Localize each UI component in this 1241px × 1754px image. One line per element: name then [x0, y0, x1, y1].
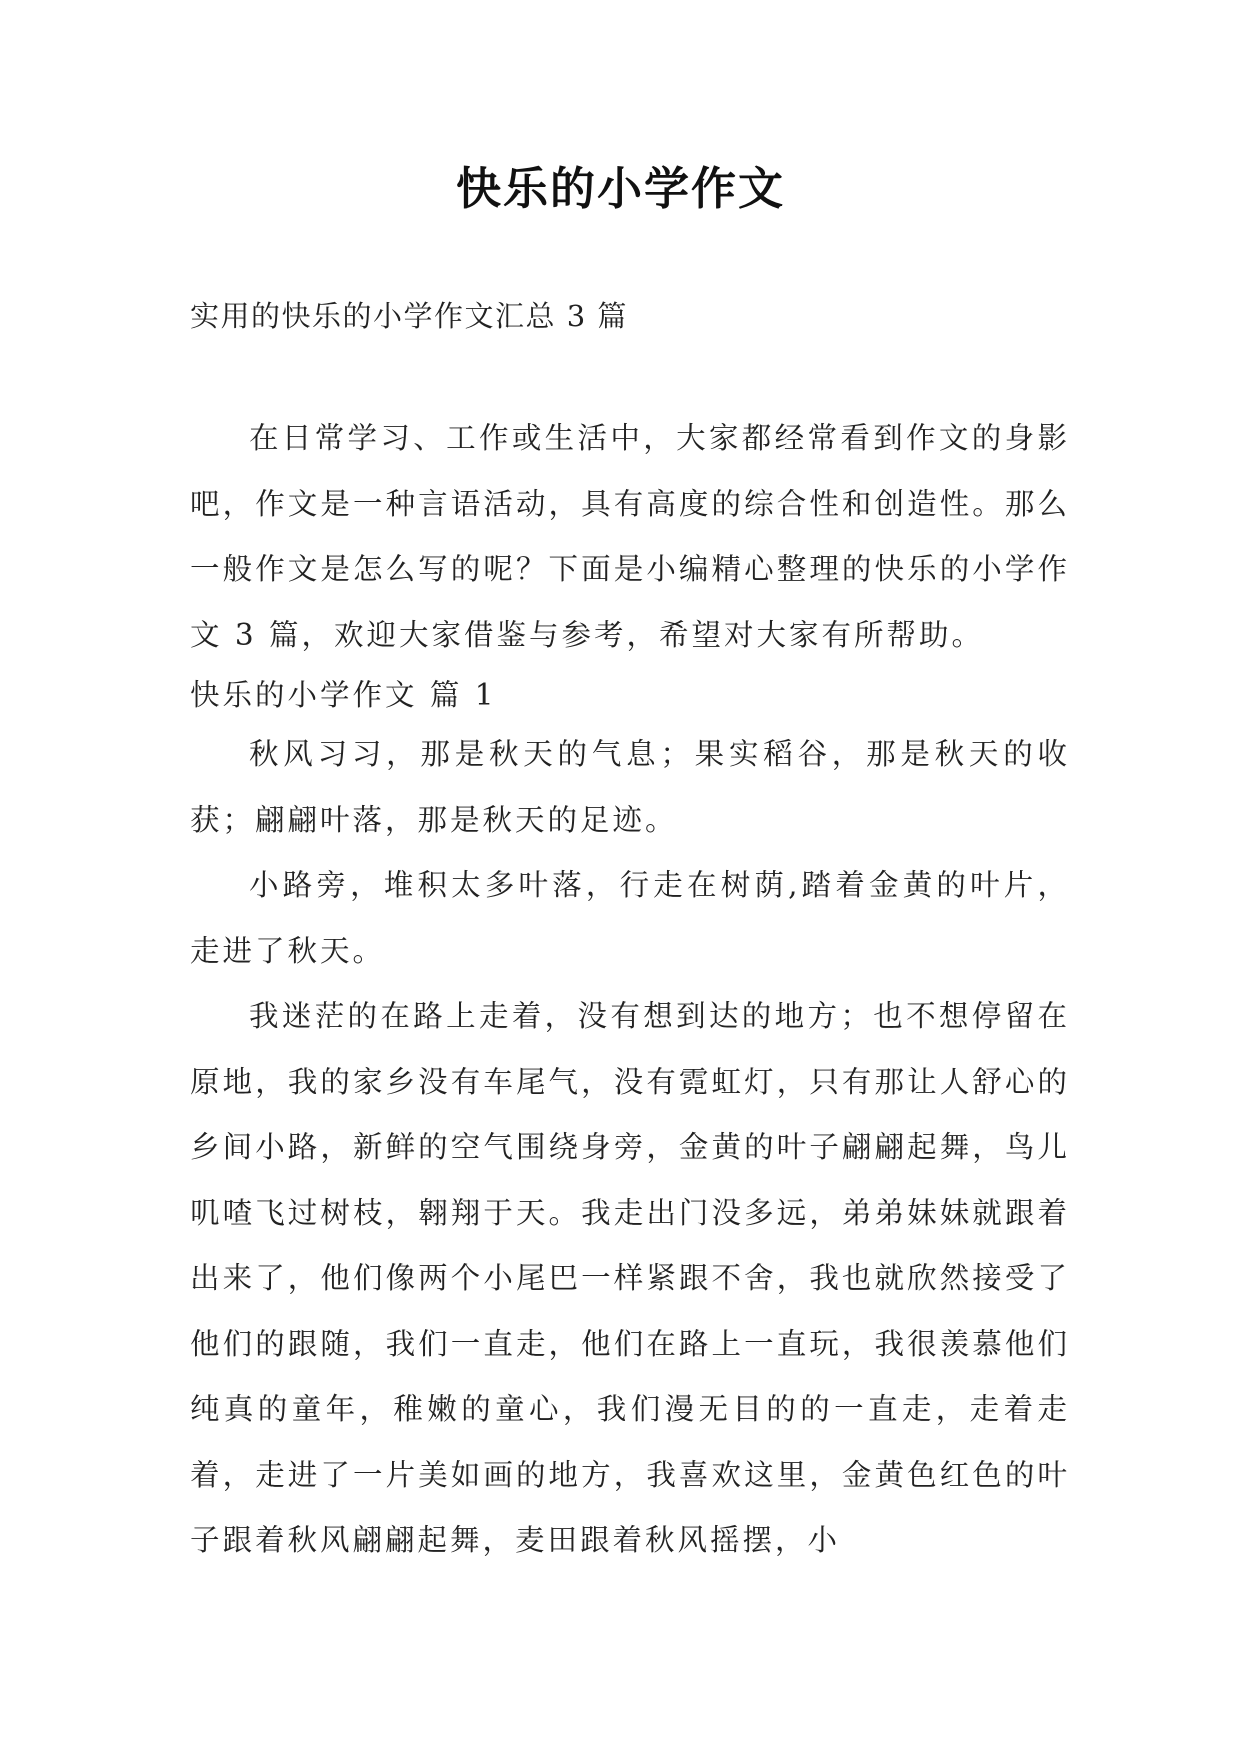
- document-body: [190, 406, 1070, 1574]
- body-paragraph: 我迷茫的在路上走着，没有想到达的地方；也不想停留在原地，我的家乡没有车尾气，没有霓虹灯，只有那让人舒心的乡间小路，新鲜的空气围绕身旁，金黄的叶子翩翩起舞，鸟儿叽喳飞过树枝，翱翔于天。我走出门没多远，弟弟妹妹就跟着出来了，他们像两个小尾巴一样紧跟不舍，我也就欣然接受了他们的跟随，我们一直走，他们在路上一直玩，我很羡慕他们纯真的童年，稚嫩的童心，我们漫无目的的一直走，走着走着，走进了一片美如画的地方，我喜欢这里，金黄色红色的叶子跟着秋风翩翩起舞，麦田跟着秋风摇摆，小: [190, 999, 1070, 1557]
- document-title: 快乐的小学作文: [455, 162, 785, 215]
- section-heading: 快乐的小学作文 篇 1: [190, 678, 497, 712]
- document-subtitle: 实用的快乐的小学作文汇总 3 篇: [190, 299, 628, 333]
- intro-paragraph: 在日常学习、工作或生活中，大家都经常看到作文的身影吧，作文是一种言语活动，具有高度的综合性和创造性。那么一般作文是怎么写的呢？下面是小编精心整理的快乐的小学作文 3 篇，欢迎大家借鉴与参考，希望对大家有所帮助。: [190, 421, 1070, 652]
- body-paragraph: 小路旁，堆积太多叶落，行走在树荫,踏着金黄的叶片，走进了秋天。: [190, 868, 1070, 968]
- body-paragraph: 秋风习习，那是秋天的气息；果实稻谷，那是秋天的收获；翩翩叶落，那是秋天的足迹。: [190, 737, 1070, 837]
